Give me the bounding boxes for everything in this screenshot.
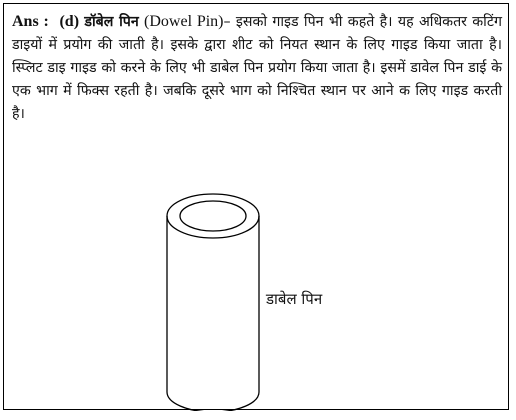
answer-body: इसको गाइड पिन भी कहते है। यह अधिकतर कटिंग डाइयों में प्रयोग की जाती है। इसके द्वारा शीट को नियत स्थान के लिए गाइड किया जाता है। स्प्लिट डाइ गाइड को करने के लिए भी डाबेल पिन प्रयोग किया जाता है। इसमें डावेल पिन डाई के एक भाग में फिक्स रहती है। जबकि दूसरे भाग को निश्चित स्थान पर आने क लिए गाइड करती है। (12, 14, 502, 122)
answer-option: (d) (59, 13, 80, 30)
cylinder-bottom-rim (167, 392, 259, 411)
term-hindi: डॉबेल पिन (84, 14, 139, 30)
figure-label: डाबेल पिन (266, 290, 323, 308)
answer-prefix: Ans : (12, 13, 49, 30)
answer-card (3, 3, 509, 410)
cylinder-bore (180, 201, 246, 231)
term-english: (Dowel Pin) (144, 13, 224, 30)
dowel-pin-illustration (4, 4, 510, 411)
term-dash: – (223, 14, 231, 30)
